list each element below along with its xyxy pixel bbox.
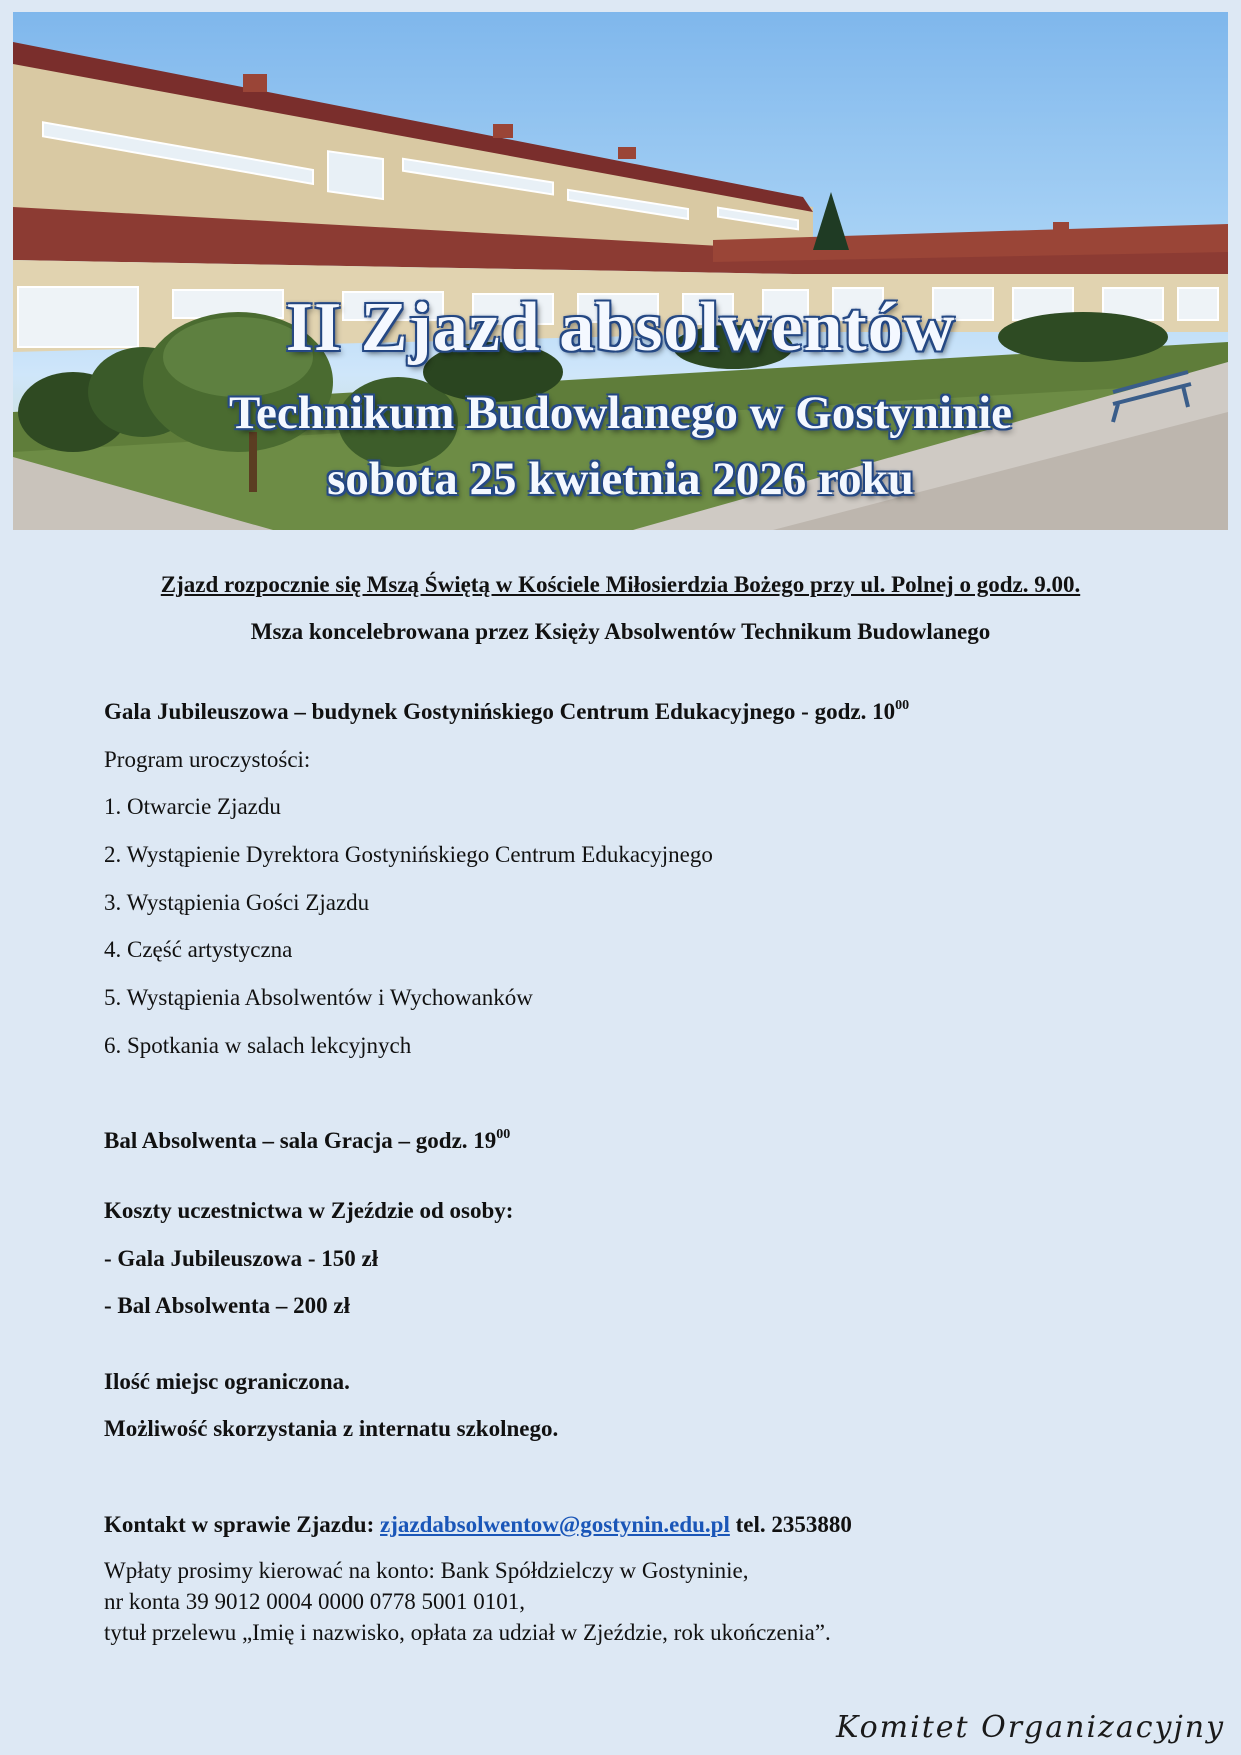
contact-line	[104, 1511, 852, 1539]
costs-heading: Koszty uczestnictwa w Zjeździe od osoby:	[104, 1198, 514, 1223]
contact-phone: tel. 2353880	[735, 1512, 852, 1537]
event-date: sobota 25 kwietnia 2026 roku	[327, 453, 914, 505]
program-item: 6. Spotkania w salach lekcyjnych	[104, 1033, 412, 1058]
gala-heading: Gala Jubileuszowa – budynek Gostynińskiego Centrum Edukacyjnego - godz. $10^{00}$	[104, 698, 910, 724]
school-name: Technikum Budowlanego w Gostyninie	[228, 387, 1013, 439]
mass-concelebration: Msza koncelebrowana przez Księży Absolwentów Technikum Budowlanego	[250, 619, 991, 644]
program-item: 5. Wystąpienia Absolwentów i Wychowanków	[104, 985, 533, 1010]
contact-label: Kontakt w sprawie Zjazdu:	[104, 1512, 375, 1537]
program-item: 3. Wystąpienia Gości Zjazdu	[104, 890, 370, 915]
transfer-title: tytuł przelewu „Imię i nazwisko, opłata za udział w Zjeździe, rok ukończenia”.	[104, 1620, 831, 1645]
program-item: 4. Część artystyczna	[104, 937, 293, 962]
bank-account-number: nr konta 39 9012 0004 0000 0778 5001 0101,	[104, 1589, 526, 1614]
header-banner	[13, 12, 1228, 530]
program-label: Program uroczystości:	[104, 747, 311, 772]
ball-time-superscript: 00	[496, 1127, 511, 1142]
payment-info: Wpłaty prosimy kierować na konto: Bank Spółdzielczy w Gostyninie,	[104, 1558, 749, 1583]
organizing-committee-signature: Komitet Organizacyjny	[836, 1710, 1226, 1745]
contact-email-link[interactable]: zjazdabsolwentow@gostynin.edu.pl	[380, 1512, 730, 1537]
ball-heading: Bal Absolwenta – sala Gracja – godz. $19^{00}$	[104, 1127, 511, 1153]
dormitory-note: Możliwość skorzystania z internatu szkolnego.	[104, 1416, 559, 1441]
gala-time-superscript: 00	[895, 698, 910, 713]
cost-item: - Bal Absolwenta – 200 zł	[104, 1293, 350, 1318]
cost-item: - Gala Jubileuszowa - 150 zł	[104, 1246, 379, 1271]
event-title: II Zjazd absolwentów	[285, 289, 956, 366]
limited-seats-note: Ilość miejsc ograniczona.	[104, 1369, 350, 1394]
program-item: 2. Wystąpienie Dyrektora Gostynińskiego Centrum Edukacyjnego	[104, 842, 713, 867]
mass-info: Zjazd rozpocznie się Mszą Świętą w Kościele Miłosierdzia Bożego przy ul. Polnej o godz. 9.00.	[160, 572, 1081, 597]
program-item: 1. Otwarcie Zjazdu	[104, 794, 281, 819]
